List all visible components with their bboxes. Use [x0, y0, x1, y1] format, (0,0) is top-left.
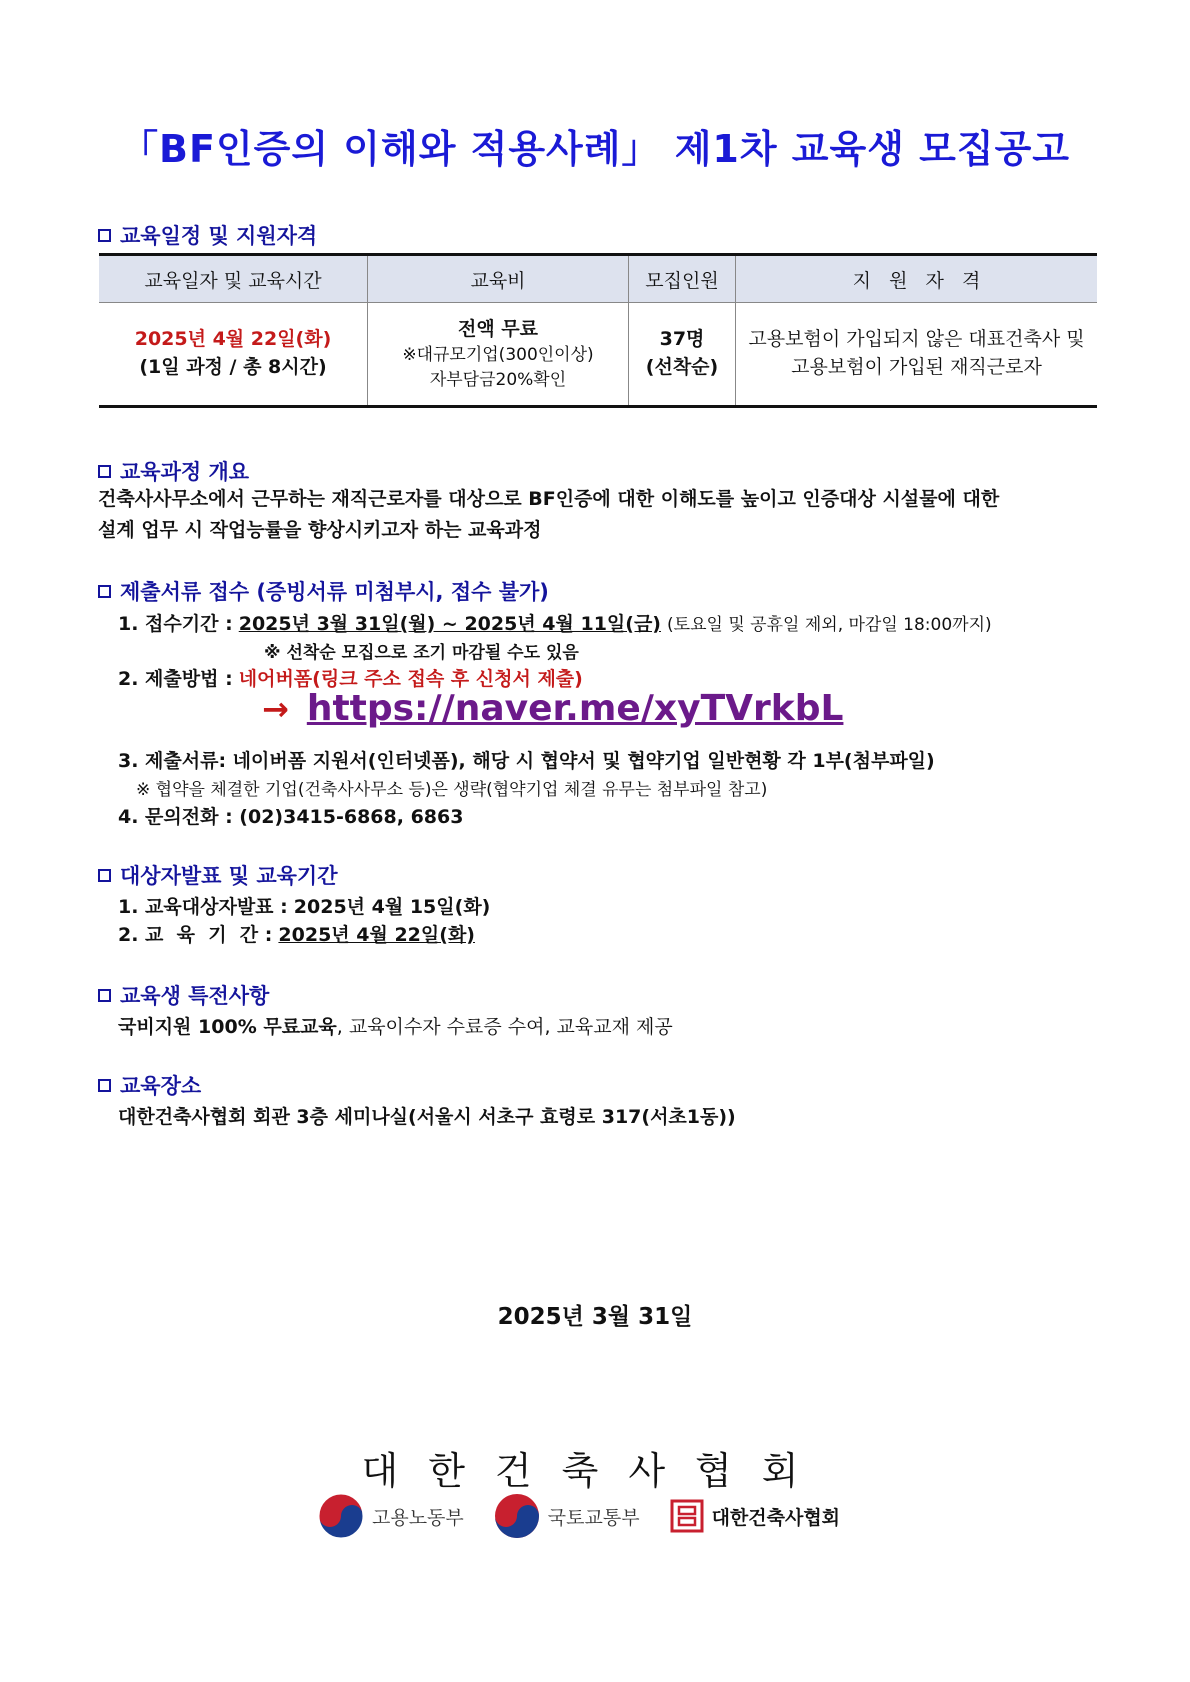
organization-name: 대한건축사협회 [361, 1449, 829, 1493]
date-cell [99, 303, 368, 407]
announcement-date: 2025년 3월 31일 [497, 1304, 693, 1330]
overview-line-1: 건축사사무소에서 근무하는 재직근로자를 대상으로 BF인증에 대한 이해도를 높이고 인증대상 시설물에 대한 [98, 488, 1000, 510]
column-header-qualification: 지 원 자 격 [736, 255, 1098, 303]
benefits-line [118, 1012, 673, 1039]
course-duration: (1일 과정 / 총 8시간) [139, 356, 327, 378]
arrow-right-icon: → [262, 690, 289, 728]
page-title: 「BF인증의 이해와 적용사례」 제1차 교육생 모집공고 [120, 127, 1070, 171]
contact-phone: 4. 문의전화 : (02)3415-6868, 6863 [118, 806, 464, 828]
schedule-table [99, 253, 1097, 408]
logo-kira [670, 1499, 840, 1533]
qualification-cell [736, 303, 1098, 407]
education-period-value: 2025년 4월 22일(화) [278, 924, 475, 946]
taegeuk-icon [318, 1493, 364, 1539]
checkbox-square-icon [98, 989, 111, 1002]
section-heading-text: 교육장소 [120, 1074, 202, 1098]
submission-documents: 3. 제출서류: 네이버폼 지원서(인터넷폼), 해당 시 협약서 및 협약기업 일반현황 각 1부(첨부파일) [118, 750, 935, 772]
logo-text: 대한건축사협회 [711, 1506, 841, 1529]
submission-period-subnote: ※ 선착순 모집으로 조기 마감될 수도 있음 [264, 643, 579, 663]
overview-line-2: 설계 업무 시 작업능률을 향상시키고자 하는 교육과정 [98, 519, 542, 541]
logo-text: 고용노동부 [372, 1506, 464, 1529]
checkbox-square-icon [98, 585, 111, 598]
announcement-date-line [118, 892, 490, 919]
fee-value: 전액 무료 [457, 317, 539, 340]
fee-cell [368, 303, 629, 407]
fee-note-1: ※대규모기업(300인이상) [402, 345, 594, 366]
submission-method-line [118, 664, 583, 691]
overview-text [98, 484, 999, 546]
section-heading-text: 제출서류 접수 (증빙서류 미첨부시, 접수 불가) [120, 580, 549, 604]
education-period-label: 2. 교 육 기 간 : [118, 924, 273, 946]
submission-method-label: 2. 제출방법 : [118, 668, 233, 690]
logo-text: 국토교통부 [547, 1506, 640, 1529]
section-heading-text: 대상자발표 및 교육기간 [120, 864, 338, 888]
section-heading-text: 교육과정 개요 [120, 460, 250, 484]
checkbox-square-icon [98, 465, 111, 478]
venue-address: 대한건축사협회 회관 3층 세미나실(서울시 서초구 효령로 317(서초1동)) [118, 1106, 736, 1128]
section-heading-benefits [98, 980, 269, 1010]
logo-ministry-land [494, 1493, 640, 1539]
application-link[interactable]: https://naver.me/xyTVrkbL [306, 688, 844, 729]
column-header-quota: 모집인원 [629, 255, 736, 303]
column-header-fee: 교육비 [368, 255, 629, 303]
kira-emblem-icon [670, 1499, 704, 1533]
announcement-date-value: 2025년 4월 15일(화) [293, 896, 491, 918]
fee-note-2: 자부담금20%확인 [429, 369, 567, 390]
table-header-row [99, 255, 1097, 303]
section-heading-venue [98, 1070, 201, 1100]
submission-documents-note: ※ 협약을 체결한 기업(건축사사무소 등)은 생략(협약기업 체결 유무는 첨부파일 참고) [136, 780, 768, 800]
quota-note: (선착순) [645, 356, 719, 378]
table-row [99, 303, 1097, 407]
benefits-highlight: 국비지원 100% 무료교육 [118, 1016, 337, 1038]
section-heading-text: 교육일정 및 지원자격 [120, 224, 318, 248]
checkbox-square-icon [98, 1079, 111, 1092]
section-heading-submission [98, 576, 549, 606]
submission-period-line [118, 609, 992, 636]
logo-row [318, 1493, 870, 1539]
qualification-line-2: 고용보험이 가입된 재직근로자 [791, 356, 1042, 378]
application-link-line [262, 688, 843, 729]
quota-value: 37명 [659, 328, 705, 351]
section-heading-overview [98, 456, 249, 486]
benefits-rest: , 교육이수자 수료증 수여, 교육교재 제공 [336, 1016, 673, 1038]
column-header-date: 교육일자 및 교육시간 [99, 255, 368, 303]
taegeuk-icon [494, 1493, 540, 1539]
checkbox-square-icon [98, 869, 111, 882]
submission-period-label: 1. 접수기간 : [118, 613, 233, 635]
submission-period-note: (토요일 및 공휴일 제외, 마감일 18:00까지) [667, 615, 992, 635]
education-date: 2025년 4월 22일(화) [134, 328, 332, 351]
submission-period-value: 2025년 3월 31일(월) ~ 2025년 4월 11일(금) [238, 613, 661, 635]
section-heading-schedule [98, 220, 317, 250]
qualification-line-1: 고용보험이 가입되지 않은 대표건축사 및 [748, 328, 1085, 351]
logo-ministry-labor [318, 1493, 464, 1539]
checkbox-square-icon [98, 229, 111, 242]
quota-cell [629, 303, 736, 407]
submission-method-value: 네어버폼(링크 주소 접속 후 신청서 제출) [238, 668, 583, 690]
announcement-date-label: 1. 교육대상자발표 : [118, 896, 288, 918]
section-heading-announcement [98, 860, 337, 890]
section-heading-text: 교육생 특전사항 [120, 984, 270, 1008]
education-period-line [118, 920, 475, 947]
